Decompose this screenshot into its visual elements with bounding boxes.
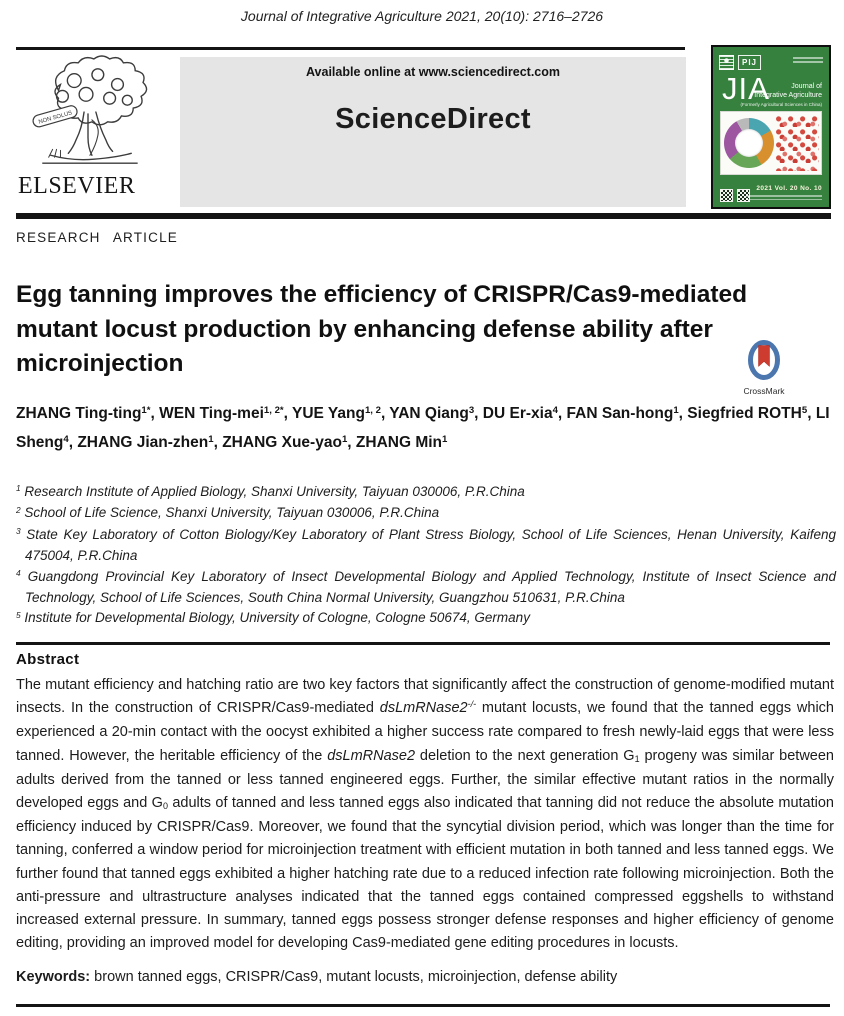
abstract-top-rule (16, 642, 830, 645)
crossmark-label: CrossMark (743, 386, 785, 396)
cover-journal-subtitle: (Formerly Agricultural Sciences in China) (740, 102, 822, 107)
sciencedirect-wordmark: ScienceDirect (335, 103, 531, 135)
cover-figure-panel (720, 111, 822, 175)
journal-citation: Journal of Integrative Agriculture 2021, 20(10): 2716–2726 (240, 8, 604, 24)
elsevier-wordmark: ELSEVIER (18, 173, 136, 199)
elsevier-logo (12, 55, 164, 200)
keywords-line: Keywords: brown tanned eggs, CRISPR/Cas9, mutant locusts, microinjection, defense ability (16, 969, 618, 985)
cover-logos (719, 55, 761, 70)
article-type-label: RESEARCH ARTICLE (16, 230, 178, 245)
elsevier-tree-icon (22, 55, 154, 171)
header-bottom-rule (16, 213, 831, 219)
cover-jia-initials: JIA (722, 71, 770, 106)
crossmark-icon (744, 340, 784, 382)
affiliation-item: $^5$ Institute for Developmental Biology, University of Cologne, Cologne 50674, Germany (16, 609, 530, 626)
available-online-text: Available online at www.sciencedirect.com (305, 65, 561, 79)
crossmark-badge[interactable] (739, 340, 789, 396)
header-top-rule (16, 47, 685, 50)
abstract-text: The mutant efficiency and hatching ratio are two key factors that significantly affect the construction of genome-modified mutant insects. In the construction of CRISPR/Cas9-mediated dsLmRNase2-/- mutant locusts, we found that the tanned eggs which experienced a 20-min contact with the oocyst exhibited a higher success rate compared to fresh newly-laid eggs that were less tanned. However, the heritable efficiency of the dsLmRNase2 deletion to the next generation G1 progeny was similar between adults derived from the tanned or less tanned engineered eggs. Further, the similar effective mutant ratios in the normally developed eggs and G0 adults of tanned and less tanned eggs also indicated that tanning did not reduce the absolute mutation efficiency induced by CRISPR/Cas9. Moreover, we found that the syncytial division period, which was longer than the time for tanning, conferred a window period for microinjection treatment with efficient mutation in both tanned and less tanned eggs. We further found that tanned eggs exhibited a higher hatching rate due to a reduced infection rate following microinjection. Both the anti-pressure and ultrastructure analyses indicated that the tanned eggs contained compressed eggshells to withstand increased external pressure. In summary, tanned eggs possess stronger defense responses and higher efficiency of genome editing, providing an improved model for developing Cas9-mediated gene editing procedures in locusts. (16, 677, 834, 952)
affiliation-item: $^2$ School of Life Science, Shanxi University, Taiyuan 030006, P.R.China (16, 504, 440, 521)
article-title (16, 278, 824, 382)
qr-code-icon (720, 189, 733, 202)
affiliation-list (16, 482, 836, 630)
elsevier-motto: NON SOLUS (38, 110, 73, 126)
abstract-heading: Abstract (16, 651, 80, 668)
issn-text-lines (793, 57, 823, 65)
phylogenetic-donut-chart (724, 118, 774, 168)
cover-journal-name: Journal of Integrative Agriculture (754, 83, 822, 99)
author-list: ZHANG Ting-ting$^{1*}$, WEN Ting-mei$^{1, 2*}$, YUE Yang$^{1, 2}$, YAN Qiang$^3$, DU Er-xia$^4$, FAN San-hong$^1$, Siegfried ROTH$^5$, LI Sheng$^4$, ZHANG Jian-zhen$^1$, ZHANG Xue-yao$^1$, ZHANG Min$^1$ (16, 404, 830, 451)
cover-url-lines (746, 195, 822, 202)
title-line: microinjection (16, 350, 184, 377)
affiliation-item: $^1$ Research Institute of Applied Biology, Shanxi University, Taiyuan 030006, P.R.China (16, 483, 525, 499)
strawberries-image (775, 115, 819, 171)
page-bottom-rule (16, 1004, 830, 1007)
journal-cover (711, 45, 831, 209)
cover-issue-line: 2021 Vol. 20 No. 10 (756, 185, 822, 192)
affiliation-item: $^3$ State Key Laboratory of Cotton Biology/Key Laboratory of Plant Stress Biology, School of Life Sciences, Henan University, Kaifeng 475004, P.R.China (16, 526, 836, 564)
title-line: mutant locust production by enhancing defense ability after (16, 315, 713, 343)
publisher-logo: PIJ (738, 55, 761, 70)
title-line: Egg tanning improves the efficiency of CRISPR/Cas9-mediated (16, 281, 748, 308)
academy-emblem-icon (719, 55, 734, 70)
sciencedirect-banner (180, 57, 686, 207)
affiliation-item: $^4$ Guangdong Provincial Key Laboratory of Insect Developmental Biology and Applied Technology, Institute of Insect Science and Technology, School of Life Sciences, South China Normal University, Guangzhou 510631, P.R.China (16, 568, 836, 606)
